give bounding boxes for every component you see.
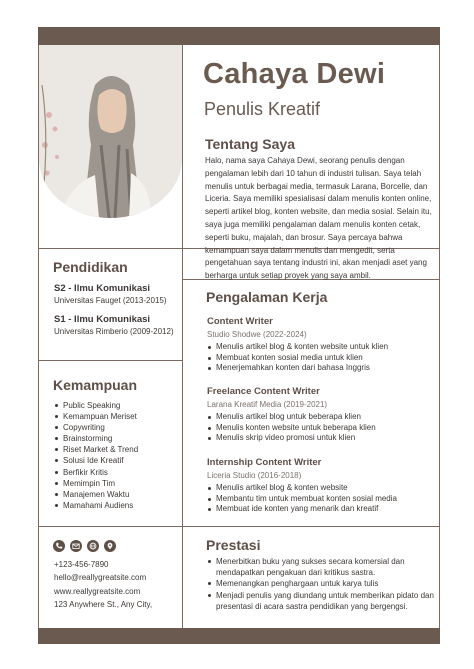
about-heading: Tentang Saya (205, 136, 295, 152)
job-bullets (207, 412, 376, 444)
education-degree: S2 - Ilmu Komunikasi (54, 283, 151, 294)
award-item: Menerbitkan buku yang sukses secara komersial dan mendapatkan pengakuan dari kritikus sastra. (207, 556, 431, 578)
education-school: Universitas Rimberio (2009-2012) (54, 327, 174, 336)
award-item: Menjadi penulis yang diundang untuk memberikan pidato dan presentasi di acara sastra pendidikan yang bergengsi. (207, 590, 436, 612)
job-bullet: Menulis artikel blog untuk beberapa klien (207, 412, 376, 423)
awards-heading: Prestasi (206, 537, 261, 553)
bottom-band (38, 628, 440, 644)
job-bullet: Menulis skrip video promosi untuk klien (207, 433, 376, 444)
divider-line (38, 360, 182, 361)
skill-item: Memimpin Tim (54, 478, 138, 489)
skill-item: Solusi Ide Kreatif (54, 455, 138, 466)
about-text: Halo, nama saya Cahaya Dewi, seorang penulis dengan pengalaman lebih dari 10 tahun di industri tulisan. Saya telah menulis untuk berbagai media, termasuk Larana, Borcelle, dan Liceria. Saya memiliki spesialisasi dalam menulis konten online, seperti artikel blog, konten website, dan media sosial. Selain itu, saya juga memiliki pengalaman dalam menulis konten cetak, seperti buku, majalah, dan brosur. Saya percaya bahwa kemampuan saya dalam menulis dan mengedit, serta pengetahuan saya tentang industri ini, akan menjadi aset yang berharga untuk setiap proyek yang saya ambil. (205, 156, 432, 281)
globe-icon (87, 540, 99, 552)
profile-photo (39, 45, 182, 218)
contact-details (54, 558, 152, 612)
top-band (38, 27, 440, 45)
job-company: Larana Kreatif Media (2019-2021) (207, 400, 328, 409)
skill-item: Manajemen Waktu (54, 489, 138, 500)
education-degree: S1 - Ilmu Komunikasi (54, 314, 151, 325)
job-title: Content Writer (207, 316, 273, 327)
skill-item: Brainstorming (54, 433, 138, 444)
education-item (54, 314, 174, 336)
education-item (54, 283, 167, 305)
column-divider (182, 45, 183, 628)
skill-item: Mamahami Audiens (54, 500, 138, 511)
job-bullet: Membantu tim untuk membuat konten sosial media (207, 494, 397, 505)
job-bullet: Membuat ide konten yang menarik dan kreatif (207, 504, 397, 515)
location-icon (104, 540, 116, 552)
awards-list (207, 556, 436, 612)
skill-item: Berfikir Kritis (54, 467, 138, 478)
mail-icon (70, 540, 82, 552)
job-title: Freelance Content Writer (207, 386, 320, 397)
contact-email: hello@reallygreatsite.com (54, 573, 147, 583)
experience-heading: Pengalaman Kerja (206, 289, 328, 305)
job-bullets (207, 483, 397, 515)
job-role: Penulis Kreatif (204, 99, 321, 119)
contact-phone: +123-456-7890 (54, 560, 109, 569)
contact-address: 123 Anywhere St., Any City, (54, 600, 153, 610)
job-company: Liceria Studio (2016-2018) (207, 471, 302, 480)
education-school: Universitas Fauget (2013-2015) (54, 296, 167, 305)
contact-website: www.reallygreatsite.com (54, 586, 141, 596)
skills-heading: Kemampuan (53, 377, 138, 393)
job-company: Studio Shodwe (2022-2024) (207, 330, 307, 339)
job-bullet: Menerjemahkan konten dari bahasa Inggris (207, 363, 388, 374)
full-name: Cahaya Dewi (203, 58, 386, 90)
phone-icon (53, 540, 65, 552)
skills-list (54, 400, 138, 511)
education-heading: Pendidikan (53, 259, 128, 275)
job-bullets (207, 342, 388, 374)
skill-item: Copywriting (54, 422, 138, 433)
job-bullet: Menulis artikel blog & konten website (207, 483, 397, 494)
job-entry (207, 457, 397, 515)
job-entry (207, 316, 388, 374)
contact-icons (53, 540, 116, 552)
skill-item: Kemampuan Meriset (54, 411, 138, 422)
divider-line (38, 526, 440, 527)
job-bullet: Menulis artikel blog & konten website untuk klien (207, 342, 388, 353)
skill-item: Riset Market & Trend (54, 444, 138, 455)
skill-item: Public Speaking (54, 400, 138, 411)
award-item: Memenangkan penghargaan untuk karya tulis (207, 578, 436, 589)
job-entry (207, 386, 376, 444)
job-bullet: Menulis konten website untuk beberapa klien (207, 423, 376, 434)
job-bullet: Membuat konten sosial media untuk klien (207, 353, 388, 364)
job-title: Internship Content Writer (207, 457, 322, 468)
